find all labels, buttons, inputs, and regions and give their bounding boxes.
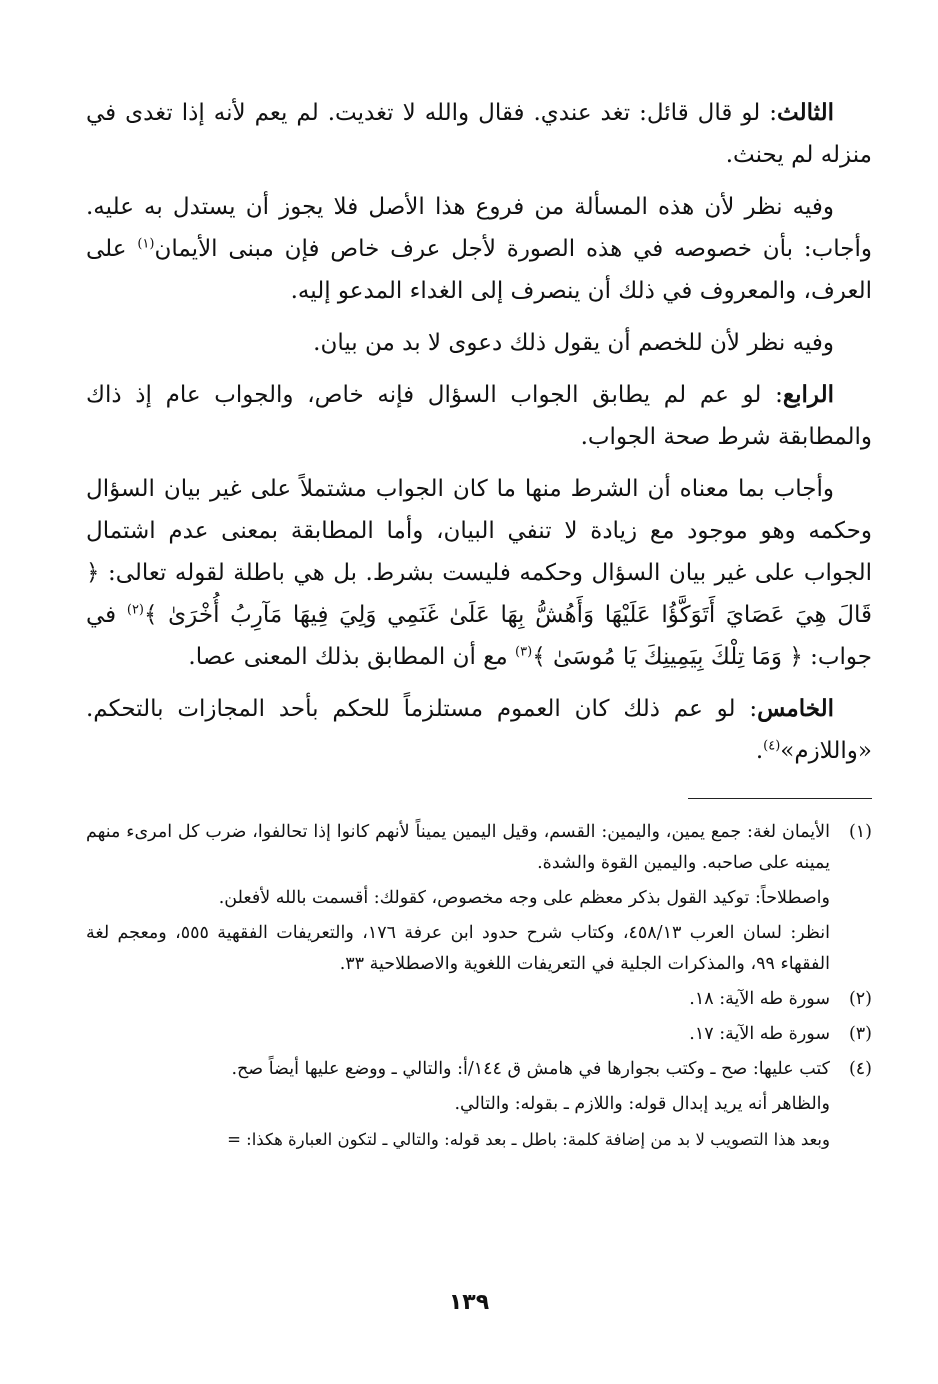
footnote-text: كتب عليها: صح ـ وكتب بجوارها في هامش ق ١٤٤/أ: والتالي ـ ووضع عليها أيضاً صح. [231,1059,830,1079]
page-number: ١٣٩ [448,1290,490,1315]
footnote-text: انظر: لسان العرب ٤٥٨/١٣، وكتاب شرح حدود ابن عرفة ١٧٦، والتعريفات الفقهية ٥٥٥، ومعجم لغة الفقهاء ٩٩، والمذكرات الجلية في التعريفات اللغوية والاصطلاحية ٣٣. [86,923,830,974]
paragraph-note [86,322,872,364]
paragraph-answer [86,468,872,678]
paragraph-text: على العرف، والمعروف في ذلك أن ينصرف إلى الغداء المدعو إليه. [86,236,872,304]
paragraph-text: : لو عم ذلك كان العموم مستلزماً للحكم بأحد المجازات بالتحكم. «واللازم» [86,696,872,764]
footnote-1-definition [86,883,872,914]
footnote-4-explanation [86,1089,872,1120]
paragraph-fifth [86,688,872,772]
footnote-1 [86,817,872,879]
footnote-4-continuation [86,1124,872,1155]
footnote-text: والظاهر أنه يريد إبدال قوله: واللازم ـ بقوله: والتالي. [454,1094,830,1114]
footnote-text: سورة طه الآية: ١٨. [689,989,830,1009]
paragraph-fourth [86,374,872,458]
footnote-number: (٢) [848,989,872,1009]
paragraph-text: : لو قال قائل: تغد عندي. فقال والله لا تغديت. لم يعم لأنه إذا تغدى في منزله لم يحنث. [86,100,872,168]
paragraph-text: مع أن المطابق بذلك المعنى عصا. [188,644,516,670]
footnote-text: وبعد هذا التصويب لا بد من إضافة كلمة: باطل ـ بعد قوله: والتالي ـ لتكون العبارة هكذا: = [227,1130,830,1149]
paragraph-text: وفيه نظر لأن هذه المسألة من فروع هذا الأصل فلا يجوز أن يستدل به عليه. وأجاب: بأن خصوصه في هذه الصورة لأجل عرف خاص فإن مبنى الأيمان [86,194,872,262]
footnote-ref[interactable]: (١) [137,236,155,252]
footnote-1-sources [86,918,872,980]
paragraph-objection [86,186,872,312]
paragraph-text: في جواب: ﴿ وَمَا تِلْكَ بِيَمِينِكَ يَا مُوسَىٰ ﴾ [86,602,872,670]
paragraph-text: وفيه نظر لأن للخصم أن يقول ذلك دعوى لا بد من بيان. [313,330,834,356]
paragraph-text: وأجاب بما معناه أن الشرط منها ما كان الجواب مشتملاً على غير بيان السؤال وحكمه وهو موجود مع زيادة لا تنفي البيان، وأما المطابقة بمعنى عدم اشتمال الجواب على غير بيان السؤال وحكمه فليست بشرط. بل هي باطلة لقوله تعالى: ﴿ قَالَ هِيَ عَصَايَ أَتَوَكَّؤُا عَلَيْهَا وَأَهُشُّ بِهَا عَلَىٰ غَنَمِي وَلِيَ فِيهَا مَآرِبُ أُخْرَىٰ ﴾ [86,476,872,628]
paragraph-text: : لو عم لم يطابق الجواب السؤال فإنه خاص، والجواب عام إذ ذاك والمطابقة شرط صحة الجواب. [86,382,872,450]
heading-third: الثالث [777,99,834,126]
footnote-text: الأيمان لغة: جمع يمين، واليمين: القسم، وقيل اليمين يميناً لأنهم كانوا إذا تحالفوا، ضرب كل امرىء منهم يمينه على صاحبه. واليمين القوة والشدة. [86,822,830,873]
paragraph-text: . [755,738,764,764]
footnote-number: (٤) [848,1059,872,1079]
footnote-number: (٣) [848,1024,872,1044]
footnote-3 [86,1019,872,1050]
footnote-ref[interactable]: (٢) [126,602,144,618]
footnote-ref[interactable]: (٤) [763,738,781,754]
heading-fifth: الخامس [757,695,834,722]
footnote-number: (١) [848,822,872,842]
footnote-ref[interactable]: (٣) [515,644,533,660]
footnote-4 [86,1054,872,1085]
footnote-2 [86,984,872,1015]
paragraph-third [86,92,872,176]
page-body [86,92,872,1159]
heading-fourth: الرابع [782,381,834,408]
footnote-text: واصطلاحاً: توكيد القول بذكر معظم على وجه مخصوص، كقولك: أقسمت بالله لأفعلن. [218,888,830,908]
footnote-divider [688,798,872,799]
footnote-text: سورة طه الآية: ١٧. [689,1024,830,1044]
